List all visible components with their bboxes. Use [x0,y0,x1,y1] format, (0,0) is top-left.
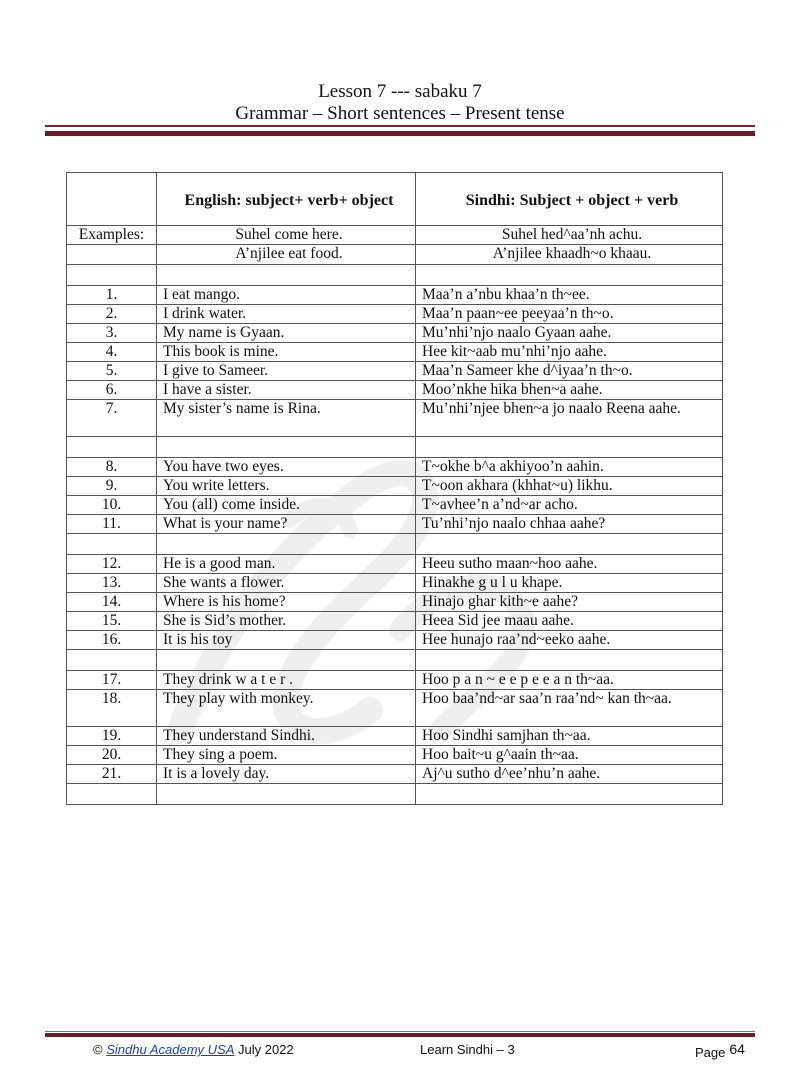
header-cell-blank [67,173,157,226]
examples-label: Examples: [67,226,157,245]
page-number: 64 [729,1041,745,1057]
header-english: English: subject+ verb+ object [157,173,416,226]
footer-date: July 2022 [237,1042,294,1057]
table-row: 6. I have a sister. Moo’nkhe hika bhen~a aahe. [67,381,723,400]
table-row: 13. She wants a flower. Hinakhe g u l u khape. [67,574,723,593]
table-row: 21. It is a lovely day. Aj^u sutho d^ee’nhu’n aahe. [67,765,723,784]
footer-page [695,1041,745,1060]
table-row: 7. My sister’s name is Rina. Mu’nhi’njee bhen~a jo naalo Reena aahe. [67,400,723,437]
page-label: Page [695,1045,726,1060]
footer-book-title: Learn Sindhi – 3 [420,1042,515,1057]
sindhu-academy-link[interactable]: Sindhu Academy USA [106,1042,235,1057]
sentence-table [66,172,723,805]
footer-divider [45,1033,755,1037]
table-row: 18. They play with monkey. Hoo baa’nd~ar saa’n raa’nd~ kan th~aa. [67,690,723,727]
table-row: 12. He is a good man. Heeu sutho maan~hoo aahe. [67,555,723,574]
table-row: 19. They understand Sindhi. Hoo Sindhi samjhan th~aa. [67,727,723,746]
table-row: 20. They sing a poem. Hoo bait~u g^aain th~aa. [67,746,723,765]
table-row: 15. She is Sid’s mother. Heea Sid jee maau aahe. [67,612,723,631]
example-row [67,226,723,245]
example-english: A’njilee eat food. [157,245,416,265]
header-sindhi: Sindhi: Subject + object + verb [416,173,723,226]
table-row: 1. I eat mango. Maa’n a’nbu khaa’n th~ee. [67,286,723,305]
example-sindhi: A’njilee khaadh~o khaau. [416,245,723,265]
spacer-row [67,534,723,555]
table-row: 5. I give to Sameer. Maa’n Sameer khe d^iyaa’n th~o. [67,362,723,381]
table-row: 11. What is your name? Tu’nhi’njo naalo chhaa aahe? [67,515,723,534]
spacer-row [67,784,723,805]
header-divider-thin [45,125,755,127]
footer-copyright [93,1042,294,1057]
example-num [67,245,157,265]
lesson-title: Lesson 7 --- sabaku 7 [318,81,482,102]
table-row: 14. Where is his home? Hinajo ghar kith~e aahe? [67,593,723,612]
table-row: 4. This book is mine. Hee kit~aab mu’nhi’njo aahe. [67,343,723,362]
spacer-row [67,265,723,286]
table-row: 10. You (all) come inside. T~avhee’n a’nd~ar acho. [67,496,723,515]
copyright-symbol: © [93,1042,103,1057]
lesson-subtitle: Grammar – Short sentences – Present tense [235,103,565,124]
table-row: 9. You write letters. T~oon akhara (khhat~u) likhu. [67,477,723,496]
example-sindhi: Suhel hed^aa’nh achu. [416,226,723,245]
example-english: Suhel come here. [157,226,416,245]
spacer-row [67,650,723,671]
table-row: 17. They drink w a t e r . Hoo p a n ~ e e p e e a n th~aa. [67,671,723,690]
table-row: 8. You have two eyes. T~okhe b^a akhiyoo’n aahin. [67,458,723,477]
footer-divider-thin [45,1031,755,1032]
table-row: 3. My name is Gyaan. Mu’nhi’njo naalo Gyaan aahe. [67,324,723,343]
header-divider-thick [45,131,755,136]
table-row: 16. It is his toy Hee hunajo raa’nd~eeko aahe. [67,631,723,650]
example-row [67,245,723,265]
spacer-row [67,437,723,458]
table-row: 2. I drink water. Maa’n paan~ee peeyaa’n th~o. [67,305,723,324]
table-header-row [67,173,723,226]
